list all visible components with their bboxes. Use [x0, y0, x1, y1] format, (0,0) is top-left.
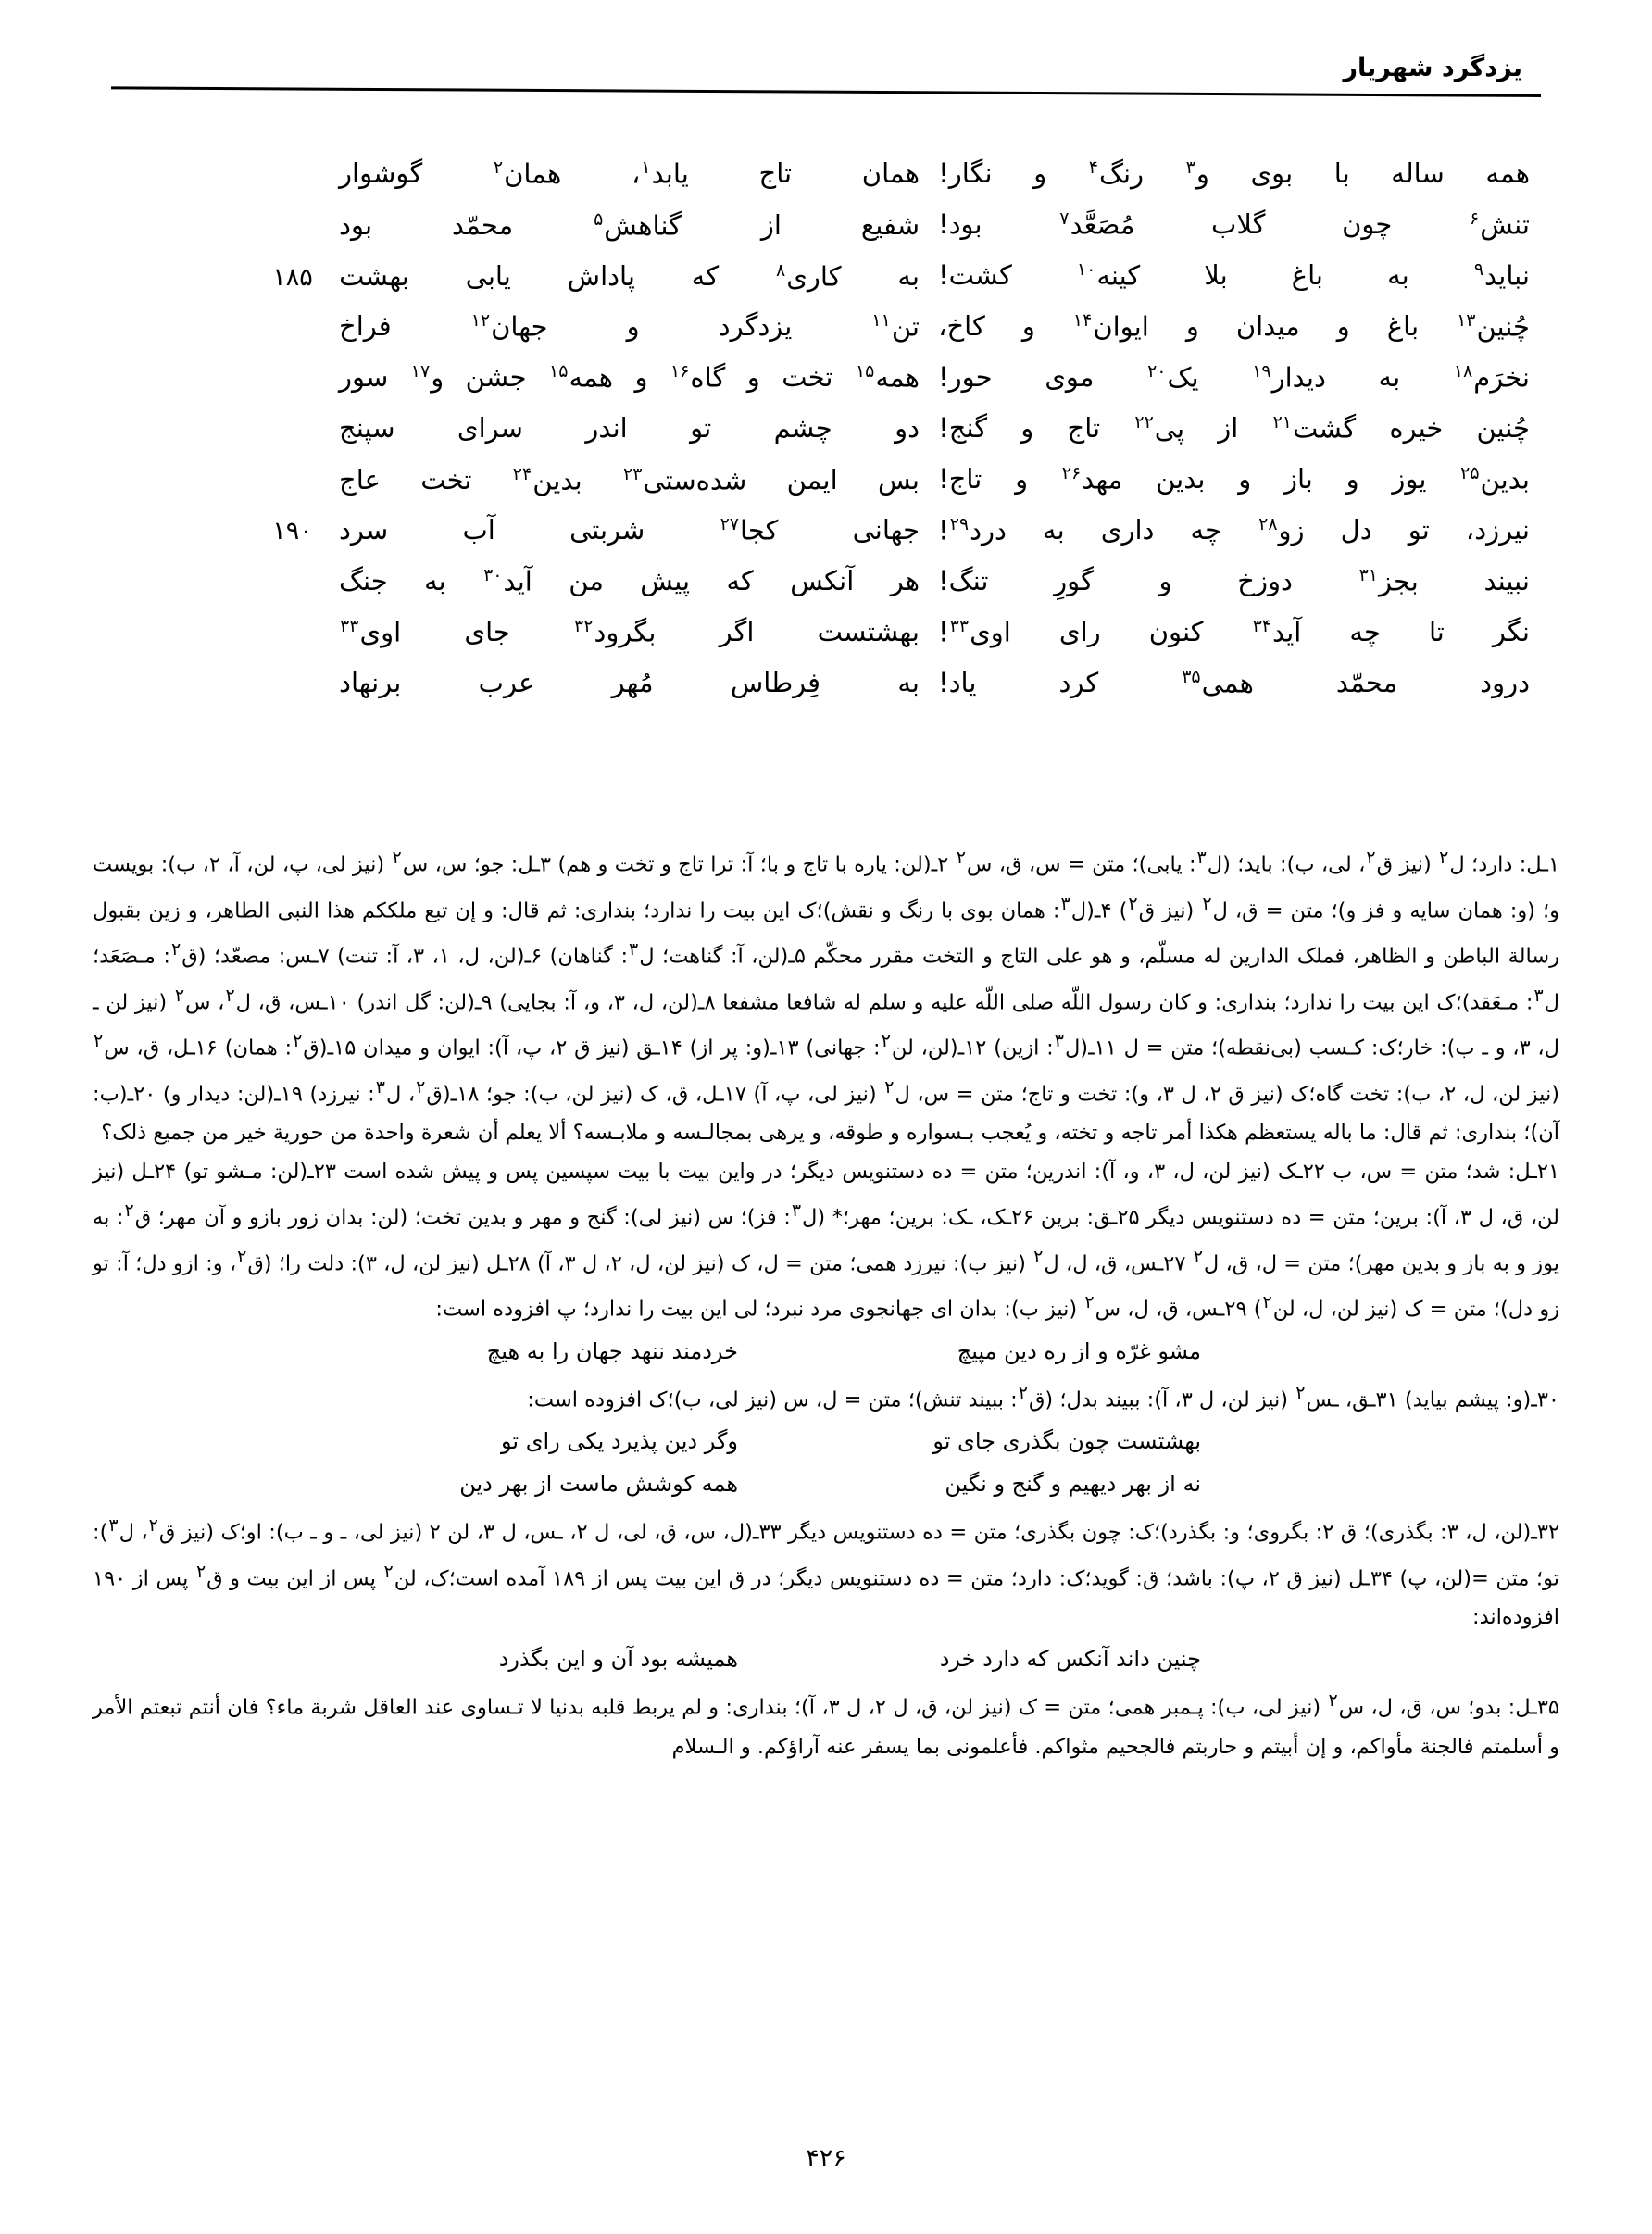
hemistich-a: بس ایمن شده‌ستی$^{۲۳}$ بدین$^{۲۴}$ تخت عاج: [339, 463, 920, 496]
verse-number: [257, 181, 328, 182]
inset-couplet: [93, 1463, 1559, 1504]
hemistich-a: همه$^{۱۵}$ تخت و گاه$^{۱۶}$ و همه$^{۱۵}$ جشن و$^{۱۷}$ سور: [339, 361, 920, 394]
running-head-rule: [111, 86, 1541, 97]
verse-block: [111, 157, 1541, 718]
running-head: [111, 54, 1541, 109]
hemistich-a: هر آنکس که پیش من آید$^{۳۰}$ به جنگ: [339, 565, 920, 597]
verse-number: ۱۸۵: [272, 262, 313, 292]
verse-line: [111, 208, 1541, 259]
hemistich-b: نیرزد، تو دل زو$^{۲۸}$ چه داری به درد$^{۲۹}$!: [938, 514, 1530, 546]
hemistich-b: تنش$^۶$ چون گلاب مُصَعَّد$^۷$ بود!: [938, 208, 1530, 241]
verse-number: [257, 232, 328, 234]
verse-number: ۱۹۰: [272, 517, 313, 546]
page-number: ۴۲۶: [806, 2144, 846, 2173]
hemistich-a: جهانی کجا$^{۲۷}$ شربتی آب سرد: [339, 514, 920, 546]
apparatus-note: ۳۵ـل: بدو؛ س، ق، ل، س$^۲$ (نیز لی، ب): پـمبر همی؛ متن = ک (نیز لن، ق، ل ۲، ل ۳، آ)؛ بنداری: و لم یربط قلبه بدنیا لا تـساوی عند العاقل شربة ماء؟ فان أنتم تبعتم الأمر و أسلمتم فالجنة مأواکم، و إن أبیتم و حاربتم فالجحیم مثواکم. فأعلمونی بما یسفر عنه آراؤکم. و الـسلام: [93, 1690, 1560, 1759]
hemistich-b: نگر تا چه آید$^{۳۴}$ کنون رای اوی$^{۳۳}$!: [938, 616, 1530, 648]
verse-line: [111, 667, 1541, 718]
hemistich-b: نباید$^۹$ به باغ بلا کینه$^{۱۰}$ کشت!: [938, 259, 1530, 292]
inset-hemistich-a: وگر دین پذیرد یکی رای تو: [501, 1428, 738, 1454]
verse-number: [257, 588, 328, 590]
apparatus-note: ۳۲ـ(لن، ل، ۳: بگذری)؛ ق ۲: بگروی؛ و: بگذرد)؛ک: چون بگذری؛ متن = ده دستنویس دیگر ۳۳ـ(ل، س، ق، لی، ل ۲، ـس، ل ۳، لن ۲ (نیز لی، ـ و ـ ب): او؛ک (نیز ق$^۲$، ل$^۳$): تو؛ متن =(لن، پ) ۳۴ـل (نیز ق ۲، پ): باشد؛ ق: گوید؛ک: دارد؛ متن = ده دستنویس دیگر؛ در ق این بیت پس از ۱۸۹ آمده است؛ک، لن$^۲$ پس از این بیت و ق$^۲$ پس از ۱۹۰ افزوده‌اند:: [93, 1515, 1560, 1629]
critical-apparatus: [93, 838, 1559, 1766]
hemistich-a: دو چشم تو اندر سرای سپنج: [339, 412, 920, 444]
verse-line: [111, 310, 1541, 361]
hemistich-b: چُنین$^{۱۳}$ باغ و میدان و ایوان$^{۱۴}$ و کاخ،: [938, 310, 1530, 343]
verse-number: [257, 435, 328, 437]
hemistich-a: شفیع از گناهش$^۵$ محمّد بود: [339, 208, 920, 242]
inset-hemistich-a: خردمند ننهد جهان را به هیچ: [486, 1337, 738, 1364]
verse-line: [111, 157, 1541, 208]
hemistich-a: به فِرطاس مُهر عرب برنهاد: [339, 667, 920, 698]
inset-couplet: [93, 1331, 1559, 1372]
running-head-title: یزدگرد شهریار: [1343, 54, 1522, 82]
apparatus-note: ۲۱ـل: شد؛ متن = س، ب ۲۲ـک (نیز لن، ل، ۳، و، آ): اندرین؛ متن = ده دستنویس دیگر؛ در واین بیت با بیت سپسین پس و پیش شده است ۲۳ـ(لن: مـشو تو) ۲۴ـل (نیز لن، ق، ل ۳، آ): برین؛ متن = ده دستنویس دیگر ۲۵ـق: برین ۲۶ـک، ـک: برین؛ مهر؛* (ل$^۳$: فز)؛ س (نیز لی): گنج و مهر و بدین تخت؛ (لن: بدان زور بازو و آن مهر؛ ق$^۲$: به یوز و به باز و بدین مهر)؛ متن = ل، ق، ل$^۲$ ۲۷ـس، ق، ل، ل$^۲$ (نیز ب): نیرزد همی؛ متن = ل، ک (نیز لن، ل، ۲، ل ۳، آ) ۲۸ـل (نیز لن، ل، ۳): دلت را؛ (ق$^۲$، و: ازو دل؛ آ: تو زو دل)؛ متن = ک (نیز لن، ل، لن$^۲$) ۲۹ـس، ق، ل، س$^۲$ (نیز ب): بدان ای جهانجوی مرد نبرد؛ لی این بیت را ندارد؛ پ افزوده است:: [93, 1160, 1560, 1322]
hemistich-b: نبیند بجز$^{۳۱}$ دوزخ و گورِ تنگ!: [938, 565, 1530, 597]
verse-line: [111, 616, 1541, 667]
hemistich-a: تن$^{۱۱}$ یزدگرد و جهان$^{۱۲}$ فراخ: [339, 310, 920, 343]
hemistich-b: نخرَم$^{۱۸}$ به دیدار$^{۱۹}$ یک$^{۲۰}$ موی حور!: [938, 361, 1530, 394]
verse-line: [111, 361, 1541, 412]
inset-hemistich-b: چنین داند آنکس که دارد خرد: [939, 1646, 1201, 1672]
verse-number: [257, 639, 328, 641]
hemistich-b: همه ساله با بوی و$^۳$ رنگ$^۴$ و نگار!: [938, 157, 1530, 190]
hemistich-b: بدین$^{۲۵}$ یوز و باز و بدین مهد$^{۲۶}$ و تاج!: [938, 463, 1530, 496]
verse-number: [257, 690, 328, 692]
verse-line: [111, 514, 1541, 565]
verse-line: [111, 463, 1541, 514]
inset-hemistich-b: مشو غرّه و از ره دین مپیچ: [957, 1337, 1201, 1364]
apparatus-note: ۱ـل: دارد؛ ل$^۲$ (نیز ق$^۲$، لی، ب): باید؛ (ل$^۳$: یابی)؛ متن = س، ق، س$^۲$ ۲ـ(لن: یاره با تاج و با؛ آ: ترا تاج و تخت و هم) ۳ـل: جو؛ س، س$^۲$ (نیز لی، پ، لن، آ، ۲، ب): بویست و؛ (و: همان سایه و فز و)؛ متن = ق، ل$^۲$ (نیز ق$^۲$) ۴ـ(ل$^۳$: همان بوی با رنگ و نقش)؛ک این بیت را ندارد؛ بنداری: ثم قال: و إن تبع ملککم هذا النبی الطاهر، و زین بقبول رسالة الباطن و الظاهر، فملک الدارین له مسلّم، و هو علی التاج و التخت مقرر محکّم ۵ـ(لن، آ: گناهت؛ ل$^۳$: گناهان) ۶ـ(لن، ل، ۱، ۳، آ: تنت) ۷ـس: مصعّد؛ (ق$^۲$: مـصَعَد؛ ل$^۳$: مـعَقد)؛ک این بیت را ندارد؛ بنداری: و کان رسول اللّه صلی اللّه علیه و سلم له شافعا مشفعا ۸ـ(لن، ل، ۳، و، آ: بجایی) ۹ـ(لن: گل اندر) ۱۰ـس، ق، ل$^۲$، س$^۲$ (نیز لن ـ ل، ۳، و ـ ب): خار؛ک: کـسب (بی‌نقطه)؛ متن = ل ۱۱ـ(ل$^۳$: ازین) ۱۲ـ(لن، لن$^۲$: جهانی) ۱۳ـ(و: پر از) ۱۴ـق (نیز ق ۲، پ، آ): ایوان و میدان ۱۵ـ(ق$^۲$: همان) ۱۶ـل، ق، س$^۲$ (نیز لن، ل، ۲، ب): تخت گاه؛ک (نیز ق ۲، ل ۳، و): تخت و تاج؛ متن = س، ل$^۲$ (نیز لی، پ، آ) ۱۷ـل، ق، ک (نیز لن، ب): جو؛ ۱۸ـ(ق$^۲$، ل$^۳$: نیرزد) ۱۹ـ(لن: دیدار و) ۲۰ـ(ب: آن)؛ بنداری: ثم قال: ما باله یستعظم هکذا أمر تاجه و تخته، و یُعجب بـسواره و طوقه، و یرهی بمجالـسه و ملابـسه؟ ألا یعلم أن شعرة واحدة من حوریة خیر من جمیع ذلک؟: [93, 847, 1560, 1145]
inset-hemistich-a: همیشه بود آن و این بگذرد: [498, 1646, 738, 1672]
apparatus-note: ۳۰ـ(و: پیشم بیاید) ۳۱ـق، ـس$^۲$ (نیز لن، ل ۳، آ): ببیند بدل؛ (ق$^۲$: ببیند تنش)؛ متن = ل، س (نیز لی، ب)؛ک افزوده است:: [527, 1382, 1559, 1412]
verse-number: [257, 385, 328, 387]
inset-couplet: [93, 1638, 1559, 1679]
inset-couplet: [93, 1421, 1559, 1462]
hemistich-a: همان تاج یابد$^۱$، همان$^۲$ گوشوار: [339, 157, 920, 190]
verse-line: [111, 259, 1541, 310]
hemistich-a: بهشتست اگر بگرود$^{۳۲}$ جای اوی$^{۳۳}$: [340, 616, 920, 648]
hemistich-b: درود محمّد همی$^{۳۵}$ کرد یاد!: [938, 667, 1530, 699]
verse-line: [111, 565, 1541, 616]
verse-number: [257, 487, 328, 489]
hemistich-b: چُنین خیره گشت$^{۲۱}$ از پی$^{۲۲}$ تاج و گنج!: [938, 412, 1530, 445]
inset-hemistich-b: نه از بهر دیهیم و گنج و نگین: [945, 1471, 1201, 1497]
inset-hemistich-b: بهشتست چون بگذری جای تو: [932, 1428, 1201, 1454]
hemistich-a: به کاری$^۸$ که پاداش یابی بهشت: [339, 259, 920, 293]
verse-line: [111, 412, 1541, 463]
inset-hemistich-a: همه کوشش ماست از بهر دین: [459, 1471, 738, 1497]
verse-number: [257, 334, 328, 336]
